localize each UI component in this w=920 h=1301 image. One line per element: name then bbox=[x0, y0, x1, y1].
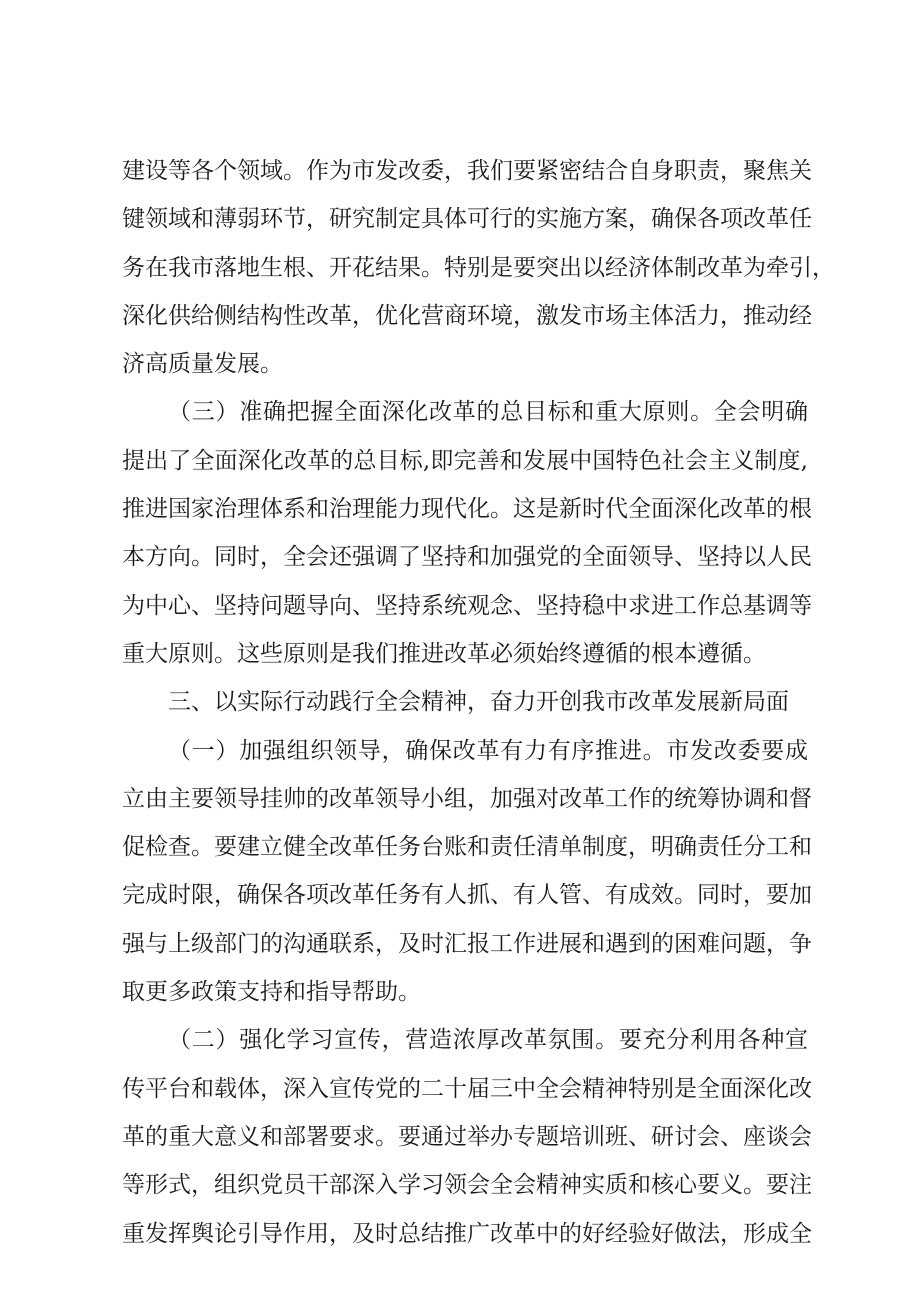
paragraph-subsection-2 bbox=[122, 1016, 812, 1257]
text-line: （一）加强组织领导，确保改革有力有序推进。市发改委要成 bbox=[168, 737, 808, 764]
paragraph-continuation bbox=[122, 147, 835, 388]
text-line: 立由主要领导挂帅的改革领导小组，加强对改革工作的统筹协调和督 bbox=[122, 785, 812, 812]
text-line: 务在我市落地生根、开花结果。特别是要突出以经济体制改革为牵引， bbox=[122, 254, 835, 281]
text-line: （二）强化学习宣传，营造浓厚改革氛围。要充分利用各种宣 bbox=[168, 1027, 808, 1054]
text-line: 深化供给侧结构性改革，优化营商环境，激发市场主体活力，推动经 bbox=[122, 302, 812, 329]
paragraph-section-3 bbox=[122, 388, 812, 678]
paragraph-subsection-1 bbox=[122, 727, 812, 1017]
text-line: 推进国家治理体系和治理能力现代化。这是新时代全面深化改革的根 bbox=[122, 496, 812, 523]
text-line: 取更多政策支持和指导帮助。 bbox=[122, 979, 421, 1006]
section-heading bbox=[122, 678, 808, 726]
text-line: 传平台和载体，深入宣传党的二十届三中全会精神特别是全面深化改 bbox=[122, 1075, 812, 1102]
text-line: 促检查。要建立健全改革任务台账和责任清单制度，明确责任分工和 bbox=[122, 834, 812, 861]
heading-text: 三、以实际行动践行全会精神，奋力开创我市改革发展新局面 bbox=[168, 689, 789, 716]
text-line: 键领域和薄弱环节，研究制定具体可行的实施方案，确保各项改革任 bbox=[122, 206, 812, 233]
text-line: 济高质量发展。 bbox=[122, 351, 283, 378]
text-line: 建设等各个领域。作为市发改委，我们要紧密结合自身职责，聚焦关 bbox=[122, 158, 812, 184]
text-line: 本方向。同时，全会还强调了坚持和加强党的全面领导、坚持以人民 bbox=[122, 544, 812, 571]
text-line: （三）准确把握全面深化改革的总目标和重大原则。全会明确 bbox=[168, 399, 808, 426]
text-line: 重发挥舆论引导作用，及时总结推广改革中的好经验好做法，形成全 bbox=[122, 1220, 812, 1247]
text-line: 提出了全面深化改革的总目标,即完善和发展中国特色社会主义制度, bbox=[122, 447, 808, 474]
text-line: 革的重大意义和部署要求。要通过举办专题培训班、研讨会、座谈会 bbox=[122, 1123, 812, 1150]
document-body bbox=[122, 147, 835, 1258]
text-line: 为中心、坚持问题导向、坚持系统观念、坚持稳中求进工作总基调等 bbox=[122, 592, 812, 619]
text-line: 完成时限，确保各项改革任务有人抓、有人管、有成效。同时，要加 bbox=[122, 882, 812, 909]
text-line: 重大原则。这些原则是我们推进改革必须始终遵循的根本遵循。 bbox=[122, 640, 766, 667]
text-line: 强与上级部门的沟通联系，及时汇报工作进展和遇到的困难问题，争 bbox=[122, 930, 812, 957]
text-line: 等形式，组织党员干部深入学习领会全会精神实质和核心要义。要注 bbox=[122, 1172, 812, 1199]
